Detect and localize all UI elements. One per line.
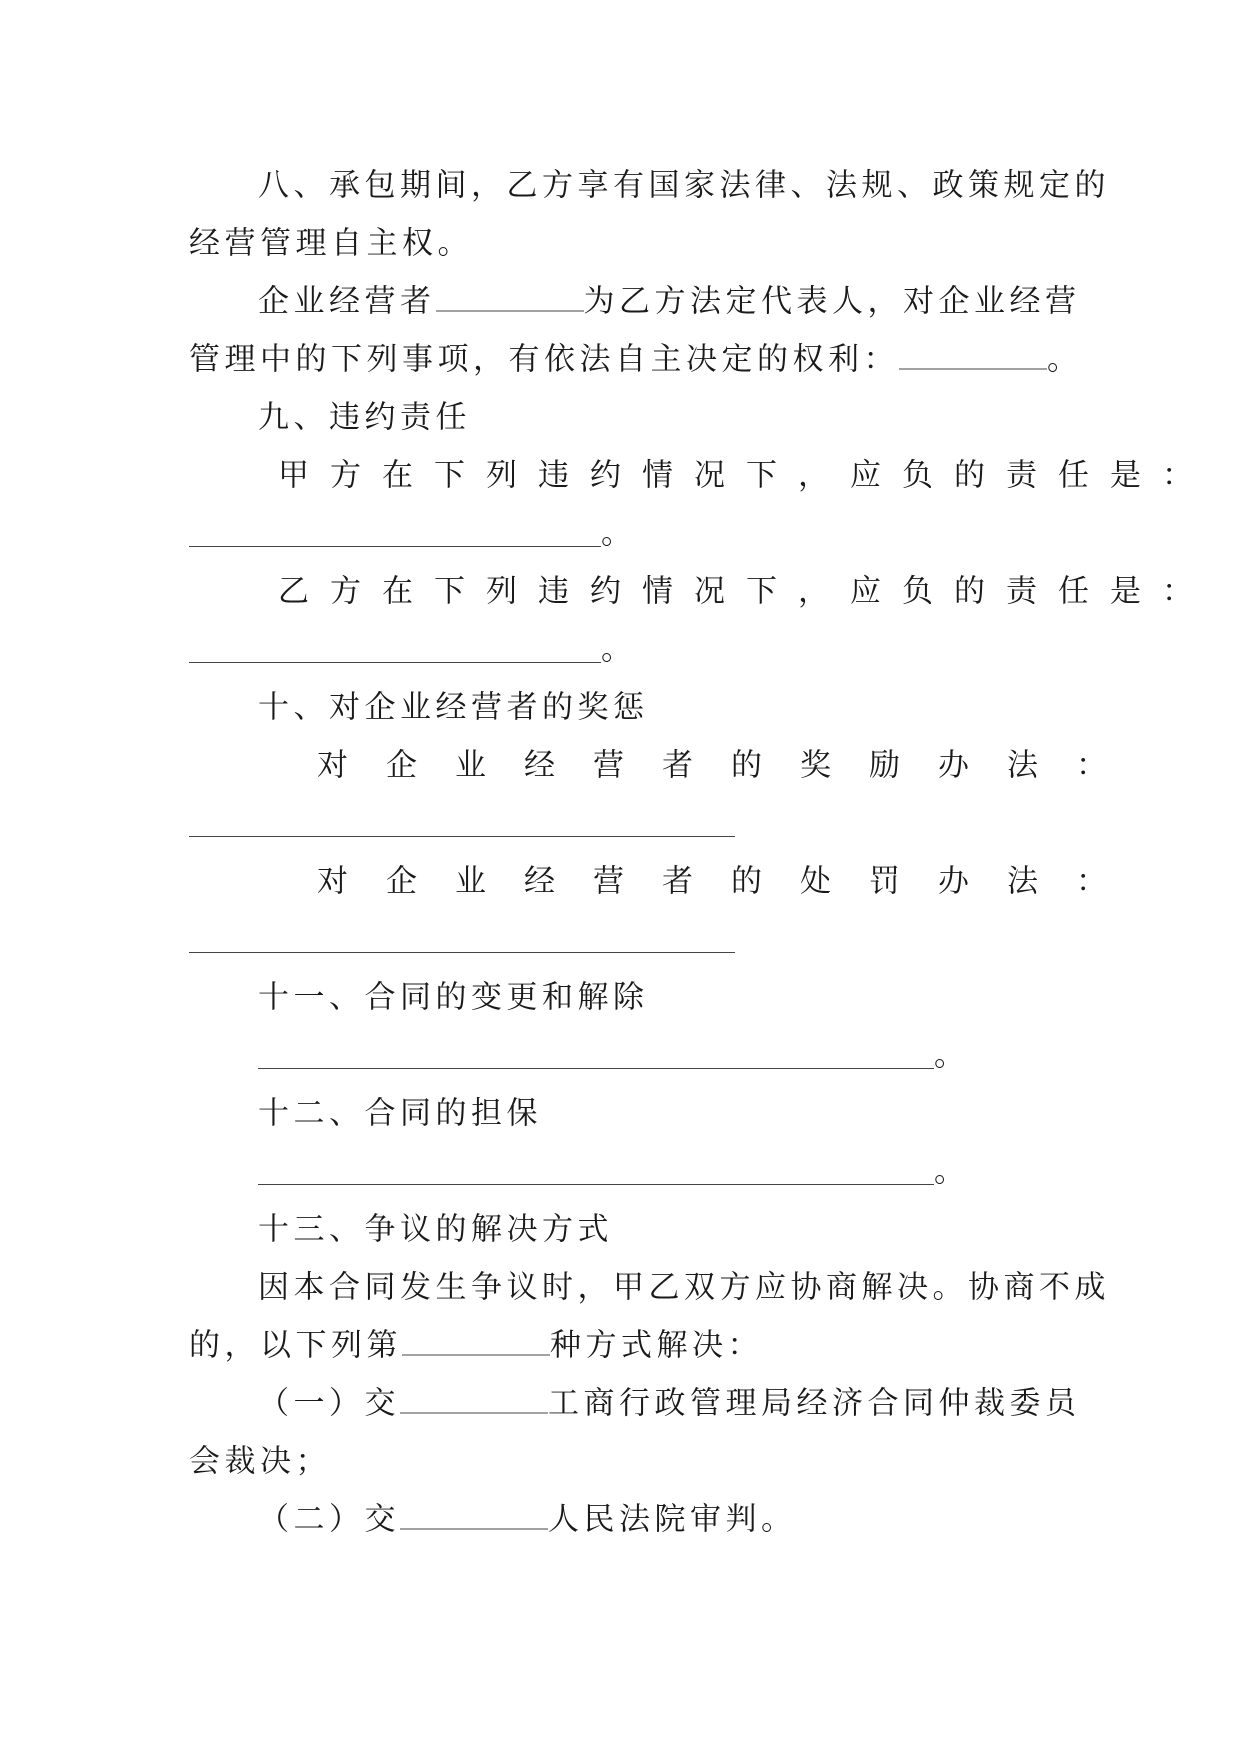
period-mark: 。 <box>601 631 632 668</box>
period-mark: 。 <box>934 1037 965 1074</box>
clause-8-line-1 <box>258 167 1110 204</box>
dispute-text: 因本合同发生争议时，甲乙双方应协商解决。协商不成 <box>258 1269 1110 1306</box>
arbitration-line-1 <box>258 1385 1081 1422</box>
operator-name-blank[interactable] <box>436 310 584 312</box>
clause-11-heading <box>258 979 649 1016</box>
party-b-liability-text: 乙方在下列违约情况下，应负的责任是： <box>278 573 1214 610</box>
court-location-blank[interactable] <box>400 1528 548 1530</box>
clause-10-heading <box>258 689 649 726</box>
clause-9-title: 九、违约责任 <box>258 399 471 436</box>
reward-method-line <box>317 747 1145 784</box>
dispute-text-start: 的，以下列第 <box>189 1327 402 1364</box>
period-mark: 。 <box>934 1153 965 1190</box>
clause-10-title: 十、对企业经营者的奖惩 <box>258 689 649 726</box>
arbitration-location-blank[interactable] <box>400 1412 548 1414</box>
clause-12-heading <box>258 1095 542 1132</box>
penalty-method-line <box>317 863 1145 900</box>
guarantee-period <box>934 1153 965 1190</box>
reward-method-blank[interactable] <box>189 836 735 837</box>
clause-8-text-cont: 经营管理自主权。 <box>189 225 473 262</box>
clause-12-title: 十二、合同的担保 <box>258 1095 542 1132</box>
clause-11-title: 十一、合同的变更和解除 <box>258 979 649 1016</box>
party-b-liability-period <box>601 631 632 668</box>
clause-9-heading <box>258 399 471 436</box>
operator-line-1 <box>258 283 1081 320</box>
rights-period: 。 <box>1047 341 1083 378</box>
party-a-liability-line <box>278 457 1214 494</box>
dispute-line-2 <box>189 1327 763 1364</box>
option-2-text: 人民法院审判。 <box>548 1501 797 1538</box>
operator-label: 企业经营者 <box>258 283 436 320</box>
option-2-label: （二）交 <box>258 1501 400 1538</box>
party-b-liability-blank[interactable] <box>189 662 601 663</box>
guarantee-blank[interactable] <box>258 1184 934 1185</box>
operator-text: 为乙方法定代表人，对企业经营 <box>583 283 1081 320</box>
period-mark: 。 <box>601 515 632 552</box>
clause-13-title: 十三、争议的解决方式 <box>258 1211 613 1248</box>
rights-blank[interactable] <box>899 368 1047 370</box>
option-1-text-cont: 会裁决； <box>189 1443 331 1480</box>
option-1-label: （一）交 <box>258 1385 400 1422</box>
party-b-liability-line <box>278 573 1214 610</box>
reward-method-text: 对企业经营者的奖励办法： <box>317 747 1145 784</box>
party-a-liability-text: 甲方在下列违约情况下，应负的责任是： <box>278 457 1214 494</box>
option-1-text: 工商行政管理局经济合同仲裁委员 <box>548 1385 1081 1422</box>
clause-8-line-2 <box>189 225 473 262</box>
dispute-text-end: 种方式解决： <box>550 1327 763 1364</box>
operator-line-2 <box>189 341 1083 378</box>
penalty-method-blank[interactable] <box>189 952 735 953</box>
dispute-line-1 <box>258 1269 1110 1306</box>
party-a-liability-period <box>601 515 632 552</box>
modification-blank[interactable] <box>258 1068 934 1069</box>
dispute-method-blank[interactable] <box>402 1354 550 1356</box>
modification-period <box>934 1037 965 1074</box>
party-a-liability-blank[interactable] <box>189 546 601 547</box>
clause-13-heading <box>258 1211 613 1248</box>
court-line <box>258 1501 797 1538</box>
arbitration-line-2 <box>189 1443 331 1480</box>
rights-text: 管理中的下列事项，有依法自主决定的权利： <box>189 341 899 378</box>
penalty-method-text: 对企业经营者的处罚办法： <box>317 863 1145 900</box>
clause-8-text: 八、承包期间，乙方享有国家法律、法规、政策规定的 <box>258 167 1110 204</box>
